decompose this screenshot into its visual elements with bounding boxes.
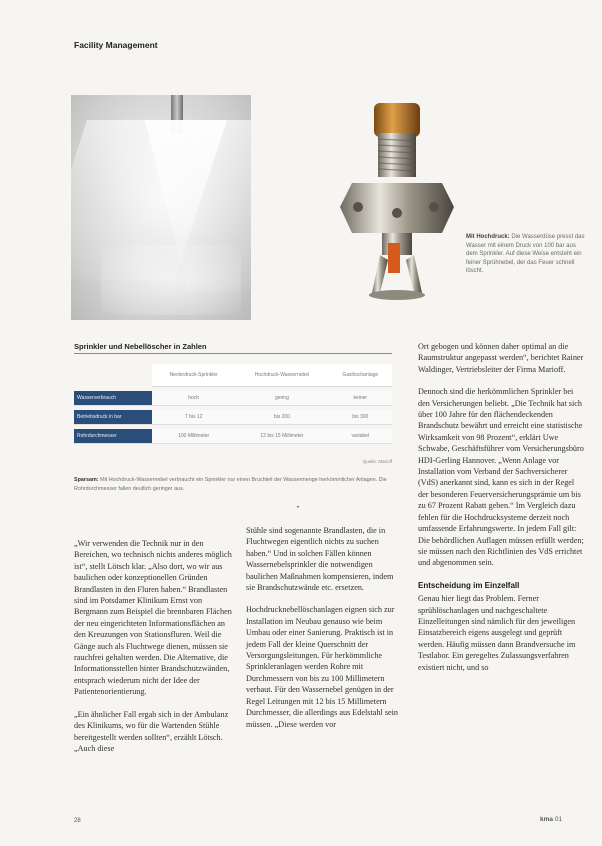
- issue-number: 01: [554, 816, 563, 823]
- table-cell: keiner: [329, 391, 392, 406]
- table-header: Niederdruck-Sprinkler: [152, 364, 235, 387]
- subheading: Entscheidung im Einzelfall: [418, 580, 520, 590]
- spray-haze: [101, 245, 241, 315]
- comparison-table: [74, 360, 392, 448]
- mist-photo: [71, 95, 251, 320]
- table-header-row: [74, 364, 392, 387]
- text-column-3: [418, 341, 584, 684]
- paragraph: Genau hier liegt das Problem. Ferner sprühlöschanlagen und nachgeschaltete Einzelleitungen sind nämlich für den jeweiligen Einsatzbereich eigens ausgelegt und geprüft werden. Häufig müssen dann Brandversuche im Testlabor. Ein geregeltes Zulassungsverfahren existiert nicht, und so: [418, 594, 576, 672]
- table-row: [74, 429, 392, 444]
- row-label: Rohrdurchmesser: [74, 429, 152, 444]
- paragraph: Stühle sind sogenannte Brandlasten, die in Fluchtwegen eigentlich nichts zu suchen haben.“ Und in solchen Fällen können Wassernebelsprinkler die notwendigen baulichen Maßnahmen kompensieren, indem sie Brandschutzwände etc. ersetzen.: [246, 526, 394, 593]
- page-folio-right: [540, 816, 562, 823]
- table-header-corner: [74, 364, 152, 387]
- table-note-text: Mit Hochdruck-Wassernebel verbraucht ein Sprinkler nur einen Bruchteil der Wassermenge herkömmlicher Anlagen. Die Rohrdurchmesser fallen deutlich geringer aus.: [74, 477, 387, 492]
- table-cell: variabel: [329, 429, 392, 444]
- brand-name: kma: [540, 816, 554, 823]
- table-cell: bis 200: [235, 410, 328, 425]
- table-note: [74, 476, 394, 494]
- paragraph: Hochdrucknebellöschanlagen eignen sich zur Installation im Neubau genauso wie beim Umbau oder einer Sanierung. Praktisch ist in jedem Fall der kleine Querschnitt der Versorgungsleitungen. Für herkömmliche Sprinkleranlagen werden Rohre mit Durchmessern von bis zu 100 Millimetern verbaut. Für den Wassernebel genügen in der Regel Leitungen mit 12 bis 15 Millimetern Durchmesser, die allerdings aus Edelstahl sein müssen. „Diese werden vor: [246, 605, 399, 729]
- paragraph: „Wir verwenden die Technik nur in den Bereichen, wo technisch nichts anderes möglich ist“, stellt Lötsch klar. „Also dort, wo wir aus baulichen oder konzeptionellen Gründen Brandlasten in den Fluren haben.“ Brandlasten sind im Potsdamer Klinikum Ernst von Bergmann zum Beispiel die brennbaren Flächen der neu eingerichteten Informationsflächen an den Kreuzungen von Stationsfluren. Weil die Gänge auch als Fluchtwege dienen, müssen sie rauchfrei gehalten werden. Die Alternative, die Informationsstellen hinter Brandschutzwänden, entsprach wiederum nicht der Idee der Patientenorientierung.: [74, 539, 232, 697]
- table-note-lead: Sparsam:: [74, 477, 99, 483]
- table-cell: 7 bis 12: [152, 410, 235, 425]
- text-column-1: [74, 538, 232, 765]
- paragraph: Ort gebogen und können daher optimal an die Raumstruktur angepasst werden“, berichtet Rainer Waldinger, Vertriebsleiter der Firma Marioff.: [418, 342, 584, 374]
- table-cell: bis 300: [329, 410, 392, 425]
- section-title: Facility Management: [74, 40, 158, 50]
- caption-text: Die Wasserdüse presst das Wasser mit einem Druck von 100 bar aus dem Sprinkler. Auf diese Weise entsteht ein feiner Sprühnebel, der das Feuer schnell löscht.: [466, 234, 585, 275]
- table-cell: gering: [235, 391, 328, 406]
- table-title: Sprinkler und Nebellöscher in Zahlen: [74, 342, 207, 351]
- table-source: Quelle: Marioff: [362, 459, 392, 464]
- table-header: Hochdruck-Wassernebel: [235, 364, 328, 387]
- separator-dot: •: [297, 505, 300, 511]
- paragraph: „Ein ähnlicher Fall ergab sich in der Ambulanz des Klinikums, wo für die Wartenden Stühle bereitgestellt werden sollten“, erzählt Lötsch. „Auch diese: [74, 709, 229, 753]
- sprinkler-photo: [330, 95, 480, 305]
- table-row: [74, 410, 392, 425]
- caption-lead: Mit Hochdruck:: [466, 234, 510, 240]
- paragraph: Dennoch sind die herkömmlichen Sprinkler bei den Versicherungen beliebt. „Die Technik hat sich über 100 Jahre für den flächendeckenden Brandschutz bewährt und erreicht eine statistische Wirksamkeit von 98 Prozent“, erklärt Uwe Schwabe, Geschäftsführer vom Versicherungsbüro HDI-Gerling Hannover. „Wenn Anlage vor Installation vom Verband der Sachversicherer (VdS) anerkannt sind, kann es sich in der Regel der besonderen Feuerversicherungsprämie um bis zu 67 Prozent Rabatt geben.“ Im Vergleich dazu fehlen für die Hochdrucksysteme derzeit noch umfassende Erfahrungswerte. In jedem Fall gilt: Die behördlichen Auflagen müssen erfüllt werden; sie müssen nach den Richtlinien des VdS errichtet und abgenommen sein.: [418, 387, 584, 568]
- table-cell: 100 Millimeter: [152, 429, 235, 444]
- row-label: Wasserverbrauch: [74, 391, 152, 406]
- row-label: Betriebsdruck in bar: [74, 410, 152, 425]
- page-number-left: 28: [74, 818, 81, 824]
- photo-caption: [466, 233, 588, 276]
- text-column-2: [246, 525, 404, 741]
- table-rule: [74, 353, 392, 354]
- table-cell: hoch: [152, 391, 235, 406]
- table-row: [74, 391, 392, 406]
- table-header: Gaslöschanlage: [329, 364, 392, 387]
- table-cell: 12 bis 15 Millimeter: [235, 429, 328, 444]
